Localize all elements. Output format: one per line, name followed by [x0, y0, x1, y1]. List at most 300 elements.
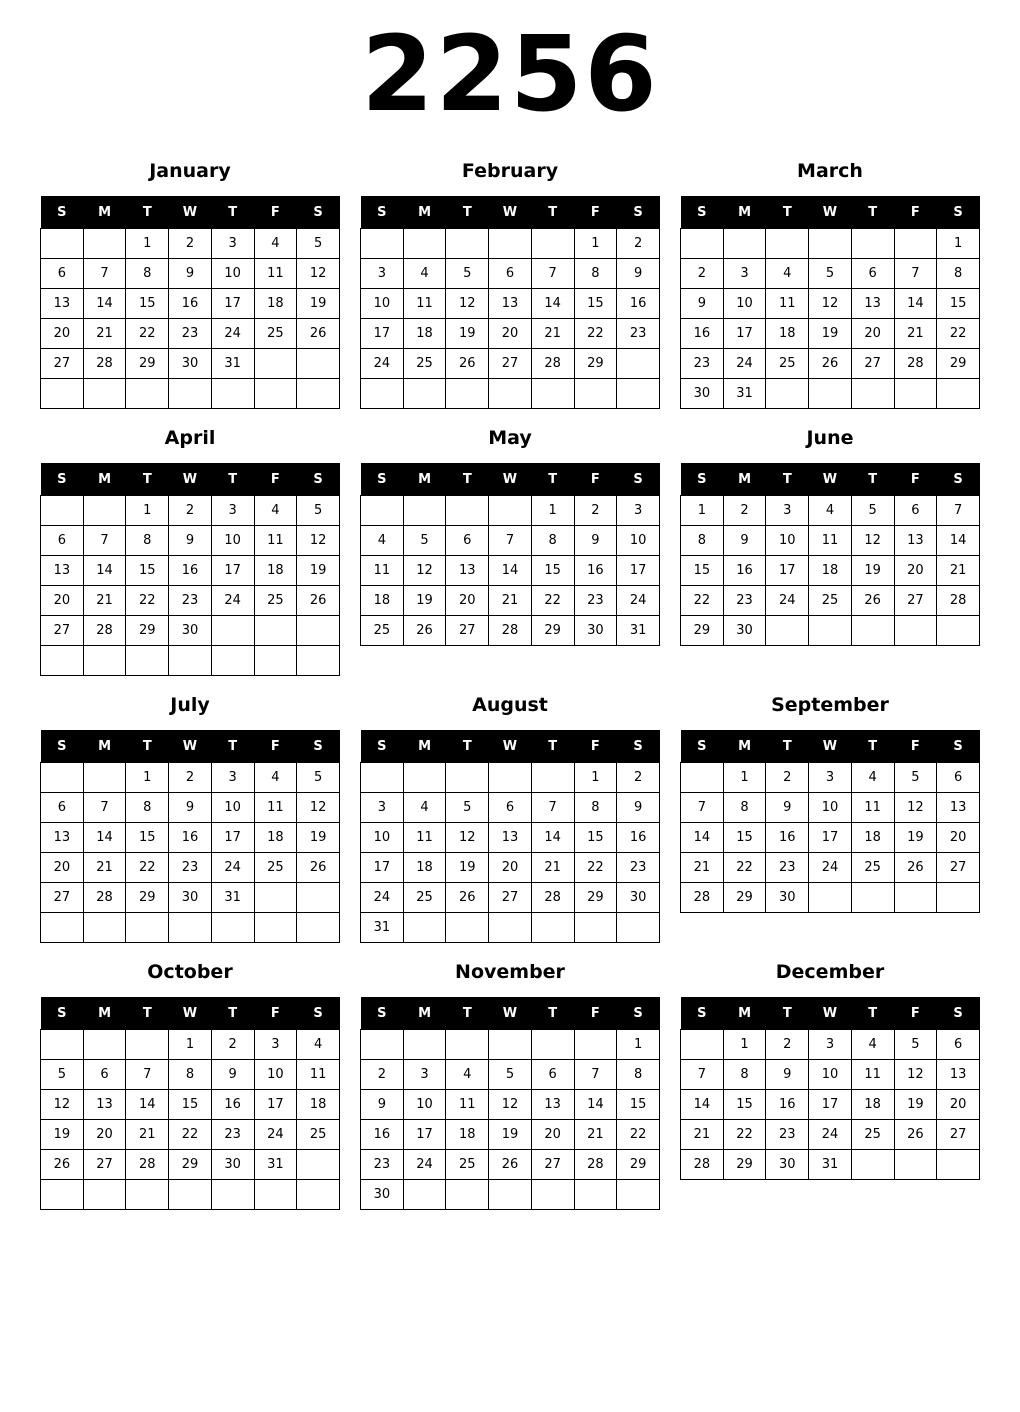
day-cell[interactable]: 16 [574, 556, 617, 586]
day-cell[interactable]: 5 [446, 259, 489, 289]
day-cell[interactable]: 1 [937, 229, 980, 259]
day-cell[interactable]: 11 [766, 289, 809, 319]
day-cell[interactable]: 24 [361, 883, 404, 913]
day-cell[interactable]: 10 [211, 793, 254, 823]
day-cell[interactable]: 7 [83, 526, 126, 556]
day-cell[interactable]: 28 [531, 349, 574, 379]
day-cell[interactable]: 14 [681, 823, 724, 853]
day-cell[interactable]: 18 [809, 556, 852, 586]
day-cell[interactable]: 19 [297, 823, 340, 853]
day-cell[interactable]: 28 [531, 883, 574, 913]
day-cell[interactable]: 16 [723, 556, 766, 586]
day-cell[interactable]: 17 [211, 289, 254, 319]
day-cell[interactable]: 29 [723, 883, 766, 913]
day-cell[interactable]: 9 [617, 793, 660, 823]
day-cell[interactable]: 24 [254, 1120, 297, 1150]
day-cell[interactable]: 23 [766, 1120, 809, 1150]
day-cell[interactable]: 21 [83, 853, 126, 883]
day-cell[interactable]: 12 [894, 793, 937, 823]
day-cell[interactable]: 24 [809, 1120, 852, 1150]
day-cell[interactable]: 14 [126, 1090, 169, 1120]
day-cell[interactable]: 10 [403, 1090, 446, 1120]
day-cell[interactable]: 13 [489, 289, 532, 319]
day-cell[interactable]: 26 [809, 349, 852, 379]
day-cell[interactable]: 14 [83, 289, 126, 319]
day-cell[interactable]: 30 [169, 349, 212, 379]
day-cell[interactable]: 13 [937, 793, 980, 823]
day-cell[interactable]: 1 [126, 763, 169, 793]
day-cell[interactable]: 28 [83, 883, 126, 913]
day-cell[interactable]: 13 [531, 1090, 574, 1120]
day-cell[interactable]: 30 [766, 883, 809, 913]
day-cell[interactable]: 10 [211, 259, 254, 289]
day-cell[interactable]: 15 [617, 1090, 660, 1120]
day-cell[interactable]: 18 [254, 289, 297, 319]
day-cell[interactable]: 19 [446, 319, 489, 349]
day-cell[interactable]: 29 [617, 1150, 660, 1180]
day-cell[interactable]: 14 [894, 289, 937, 319]
day-cell[interactable]: 5 [297, 763, 340, 793]
day-cell[interactable]: 8 [937, 259, 980, 289]
day-cell[interactable]: 4 [809, 496, 852, 526]
day-cell[interactable]: 8 [574, 793, 617, 823]
day-cell[interactable]: 2 [169, 496, 212, 526]
day-cell[interactable]: 3 [361, 793, 404, 823]
day-cell[interactable]: 1 [723, 1030, 766, 1060]
day-cell[interactable]: 11 [851, 1060, 894, 1090]
day-cell[interactable]: 17 [809, 1090, 852, 1120]
day-cell[interactable]: 23 [617, 853, 660, 883]
day-cell[interactable]: 13 [489, 823, 532, 853]
day-cell[interactable]: 16 [169, 823, 212, 853]
day-cell[interactable]: 13 [937, 1060, 980, 1090]
day-cell[interactable]: 22 [617, 1120, 660, 1150]
day-cell[interactable]: 11 [809, 526, 852, 556]
day-cell[interactable]: 29 [723, 1150, 766, 1180]
day-cell[interactable]: 19 [851, 556, 894, 586]
day-cell[interactable]: 2 [169, 229, 212, 259]
day-cell[interactable]: 20 [531, 1120, 574, 1150]
day-cell[interactable]: 2 [361, 1060, 404, 1090]
day-cell[interactable]: 9 [766, 1060, 809, 1090]
day-cell[interactable]: 12 [297, 259, 340, 289]
day-cell[interactable]: 5 [489, 1060, 532, 1090]
day-cell[interactable]: 20 [489, 319, 532, 349]
day-cell[interactable]: 9 [723, 526, 766, 556]
day-cell[interactable]: 28 [894, 349, 937, 379]
day-cell[interactable]: 10 [617, 526, 660, 556]
day-cell[interactable]: 27 [489, 883, 532, 913]
day-cell[interactable]: 24 [723, 349, 766, 379]
day-cell[interactable]: 10 [211, 526, 254, 556]
day-cell[interactable]: 16 [169, 556, 212, 586]
day-cell[interactable]: 5 [894, 763, 937, 793]
day-cell[interactable]: 15 [126, 556, 169, 586]
day-cell[interactable]: 8 [574, 259, 617, 289]
day-cell[interactable]: 29 [681, 616, 724, 646]
day-cell[interactable]: 29 [574, 349, 617, 379]
day-cell[interactable]: 27 [41, 883, 84, 913]
day-cell[interactable]: 23 [169, 853, 212, 883]
day-cell[interactable]: 12 [446, 289, 489, 319]
day-cell[interactable]: 2 [574, 496, 617, 526]
day-cell[interactable]: 24 [809, 853, 852, 883]
day-cell[interactable]: 25 [403, 883, 446, 913]
day-cell[interactable]: 15 [723, 1090, 766, 1120]
day-cell[interactable]: 28 [937, 586, 980, 616]
day-cell[interactable]: 24 [617, 586, 660, 616]
day-cell[interactable]: 15 [169, 1090, 212, 1120]
day-cell[interactable]: 18 [851, 823, 894, 853]
day-cell[interactable]: 20 [894, 556, 937, 586]
day-cell[interactable]: 1 [126, 496, 169, 526]
day-cell[interactable]: 19 [403, 586, 446, 616]
day-cell[interactable]: 17 [361, 853, 404, 883]
day-cell[interactable]: 28 [489, 616, 532, 646]
day-cell[interactable]: 8 [126, 259, 169, 289]
day-cell[interactable]: 12 [297, 526, 340, 556]
day-cell[interactable]: 16 [766, 823, 809, 853]
day-cell[interactable]: 26 [297, 586, 340, 616]
day-cell[interactable]: 18 [851, 1090, 894, 1120]
day-cell[interactable]: 27 [446, 616, 489, 646]
day-cell[interactable]: 8 [723, 793, 766, 823]
day-cell[interactable]: 23 [574, 586, 617, 616]
day-cell[interactable]: 24 [211, 586, 254, 616]
day-cell[interactable]: 19 [489, 1120, 532, 1150]
day-cell[interactable]: 31 [723, 379, 766, 409]
day-cell[interactable]: 27 [937, 1120, 980, 1150]
day-cell[interactable]: 17 [766, 556, 809, 586]
day-cell[interactable]: 24 [361, 349, 404, 379]
day-cell[interactable]: 3 [403, 1060, 446, 1090]
day-cell[interactable]: 4 [851, 763, 894, 793]
day-cell[interactable]: 13 [41, 823, 84, 853]
day-cell[interactable]: 26 [41, 1150, 84, 1180]
day-cell[interactable]: 1 [531, 496, 574, 526]
day-cell[interactable]: 22 [574, 319, 617, 349]
day-cell[interactable]: 21 [531, 853, 574, 883]
day-cell[interactable]: 8 [169, 1060, 212, 1090]
day-cell[interactable]: 17 [211, 823, 254, 853]
day-cell[interactable]: 16 [211, 1090, 254, 1120]
day-cell[interactable]: 3 [809, 1030, 852, 1060]
day-cell[interactable]: 26 [446, 349, 489, 379]
day-cell[interactable]: 22 [126, 853, 169, 883]
day-cell[interactable]: 8 [681, 526, 724, 556]
day-cell[interactable]: 9 [169, 526, 212, 556]
day-cell[interactable]: 11 [254, 259, 297, 289]
day-cell[interactable]: 6 [41, 793, 84, 823]
day-cell[interactable]: 10 [809, 793, 852, 823]
day-cell[interactable]: 20 [41, 586, 84, 616]
day-cell[interactable]: 8 [126, 793, 169, 823]
day-cell[interactable]: 3 [723, 259, 766, 289]
day-cell[interactable]: 3 [766, 496, 809, 526]
day-cell[interactable]: 30 [211, 1150, 254, 1180]
day-cell[interactable]: 18 [403, 319, 446, 349]
day-cell[interactable]: 14 [83, 556, 126, 586]
day-cell[interactable]: 7 [126, 1060, 169, 1090]
day-cell[interactable]: 23 [681, 349, 724, 379]
day-cell[interactable]: 15 [574, 289, 617, 319]
day-cell[interactable]: 7 [681, 1060, 724, 1090]
day-cell[interactable]: 15 [681, 556, 724, 586]
day-cell[interactable]: 29 [169, 1150, 212, 1180]
day-cell[interactable]: 14 [531, 289, 574, 319]
day-cell[interactable]: 3 [211, 229, 254, 259]
day-cell[interactable]: 15 [937, 289, 980, 319]
day-cell[interactable]: 19 [894, 823, 937, 853]
day-cell[interactable]: 27 [83, 1150, 126, 1180]
day-cell[interactable]: 14 [83, 823, 126, 853]
day-cell[interactable]: 5 [446, 793, 489, 823]
day-cell[interactable]: 11 [254, 526, 297, 556]
day-cell[interactable]: 25 [446, 1150, 489, 1180]
day-cell[interactable]: 16 [617, 823, 660, 853]
day-cell[interactable]: 28 [574, 1150, 617, 1180]
day-cell[interactable]: 25 [254, 319, 297, 349]
day-cell[interactable]: 1 [169, 1030, 212, 1060]
day-cell[interactable]: 23 [169, 319, 212, 349]
day-cell[interactable]: 26 [851, 586, 894, 616]
day-cell[interactable]: 27 [894, 586, 937, 616]
day-cell[interactable]: 14 [937, 526, 980, 556]
day-cell[interactable]: 7 [894, 259, 937, 289]
day-cell[interactable]: 17 [361, 319, 404, 349]
day-cell[interactable]: 10 [361, 289, 404, 319]
day-cell[interactable]: 17 [723, 319, 766, 349]
day-cell[interactable]: 22 [126, 586, 169, 616]
day-cell[interactable]: 23 [617, 319, 660, 349]
day-cell[interactable]: 4 [254, 229, 297, 259]
day-cell[interactable]: 17 [617, 556, 660, 586]
day-cell[interactable]: 26 [489, 1150, 532, 1180]
day-cell[interactable]: 15 [126, 823, 169, 853]
day-cell[interactable]: 14 [681, 1090, 724, 1120]
day-cell[interactable]: 14 [531, 823, 574, 853]
day-cell[interactable]: 29 [126, 883, 169, 913]
day-cell[interactable]: 8 [531, 526, 574, 556]
day-cell[interactable]: 6 [41, 526, 84, 556]
day-cell[interactable]: 7 [574, 1060, 617, 1090]
day-cell[interactable]: 25 [254, 853, 297, 883]
day-cell[interactable]: 15 [723, 823, 766, 853]
day-cell[interactable]: 20 [851, 319, 894, 349]
day-cell[interactable]: 9 [169, 793, 212, 823]
day-cell[interactable]: 11 [254, 793, 297, 823]
day-cell[interactable]: 26 [894, 853, 937, 883]
day-cell[interactable]: 8 [126, 526, 169, 556]
day-cell[interactable]: 21 [574, 1120, 617, 1150]
day-cell[interactable]: 15 [531, 556, 574, 586]
day-cell[interactable]: 22 [681, 586, 724, 616]
day-cell[interactable]: 30 [169, 883, 212, 913]
day-cell[interactable]: 24 [211, 853, 254, 883]
day-cell[interactable]: 19 [446, 853, 489, 883]
day-cell[interactable]: 22 [531, 586, 574, 616]
day-cell[interactable]: 12 [297, 793, 340, 823]
day-cell[interactable]: 7 [681, 793, 724, 823]
day-cell[interactable]: 30 [617, 883, 660, 913]
day-cell[interactable]: 5 [851, 496, 894, 526]
day-cell[interactable]: 20 [937, 823, 980, 853]
day-cell[interactable]: 5 [403, 526, 446, 556]
day-cell[interactable]: 19 [894, 1090, 937, 1120]
day-cell[interactable]: 3 [211, 496, 254, 526]
day-cell[interactable]: 9 [766, 793, 809, 823]
day-cell[interactable]: 6 [894, 496, 937, 526]
day-cell[interactable]: 13 [446, 556, 489, 586]
day-cell[interactable]: 29 [126, 349, 169, 379]
day-cell[interactable]: 23 [361, 1150, 404, 1180]
day-cell[interactable]: 30 [169, 616, 212, 646]
day-cell[interactable]: 5 [894, 1030, 937, 1060]
day-cell[interactable]: 20 [83, 1120, 126, 1150]
day-cell[interactable]: 8 [723, 1060, 766, 1090]
day-cell[interactable]: 18 [766, 319, 809, 349]
day-cell[interactable]: 9 [361, 1090, 404, 1120]
day-cell[interactable]: 23 [723, 586, 766, 616]
day-cell[interactable]: 9 [681, 289, 724, 319]
day-cell[interactable]: 12 [446, 823, 489, 853]
day-cell[interactable]: 27 [41, 616, 84, 646]
day-cell[interactable]: 14 [574, 1090, 617, 1120]
day-cell[interactable]: 9 [617, 259, 660, 289]
day-cell[interactable]: 22 [169, 1120, 212, 1150]
day-cell[interactable]: 29 [937, 349, 980, 379]
day-cell[interactable]: 10 [361, 823, 404, 853]
day-cell[interactable]: 9 [574, 526, 617, 556]
day-cell[interactable]: 10 [809, 1060, 852, 1090]
day-cell[interactable]: 4 [766, 259, 809, 289]
day-cell[interactable]: 20 [446, 586, 489, 616]
day-cell[interactable]: 26 [894, 1120, 937, 1150]
day-cell[interactable]: 9 [169, 259, 212, 289]
day-cell[interactable]: 18 [403, 853, 446, 883]
day-cell[interactable]: 11 [403, 289, 446, 319]
day-cell[interactable]: 4 [851, 1030, 894, 1060]
day-cell[interactable]: 2 [617, 763, 660, 793]
day-cell[interactable]: 2 [681, 259, 724, 289]
day-cell[interactable]: 19 [297, 556, 340, 586]
day-cell[interactable]: 17 [809, 823, 852, 853]
day-cell[interactable]: 6 [489, 259, 532, 289]
day-cell[interactable]: 6 [83, 1060, 126, 1090]
day-cell[interactable]: 28 [681, 883, 724, 913]
day-cell[interactable]: 28 [83, 349, 126, 379]
day-cell[interactable]: 7 [531, 793, 574, 823]
day-cell[interactable]: 19 [297, 289, 340, 319]
day-cell[interactable]: 6 [41, 259, 84, 289]
day-cell[interactable]: 15 [574, 823, 617, 853]
day-cell[interactable]: 1 [574, 763, 617, 793]
day-cell[interactable]: 6 [446, 526, 489, 556]
day-cell[interactable]: 29 [126, 616, 169, 646]
day-cell[interactable]: 4 [297, 1030, 340, 1060]
day-cell[interactable]: 25 [851, 853, 894, 883]
day-cell[interactable]: 12 [809, 289, 852, 319]
day-cell[interactable]: 31 [211, 883, 254, 913]
day-cell[interactable]: 17 [403, 1120, 446, 1150]
day-cell[interactable]: 5 [297, 229, 340, 259]
day-cell[interactable]: 4 [403, 259, 446, 289]
day-cell[interactable]: 7 [937, 496, 980, 526]
day-cell[interactable]: 22 [937, 319, 980, 349]
day-cell[interactable]: 16 [681, 319, 724, 349]
day-cell[interactable]: 17 [254, 1090, 297, 1120]
day-cell[interactable]: 2 [617, 229, 660, 259]
day-cell[interactable]: 3 [361, 259, 404, 289]
day-cell[interactable]: 31 [254, 1150, 297, 1180]
day-cell[interactable]: 3 [211, 763, 254, 793]
day-cell[interactable]: 25 [809, 586, 852, 616]
day-cell[interactable]: 3 [809, 763, 852, 793]
day-cell[interactable]: 11 [446, 1090, 489, 1120]
day-cell[interactable]: 17 [211, 556, 254, 586]
day-cell[interactable]: 30 [766, 1150, 809, 1180]
day-cell[interactable]: 20 [489, 853, 532, 883]
day-cell[interactable]: 31 [211, 349, 254, 379]
day-cell[interactable]: 1 [126, 229, 169, 259]
day-cell[interactable]: 13 [83, 1090, 126, 1120]
day-cell[interactable]: 2 [766, 1030, 809, 1060]
day-cell[interactable]: 13 [41, 556, 84, 586]
day-cell[interactable]: 2 [766, 763, 809, 793]
day-cell[interactable]: 21 [83, 319, 126, 349]
day-cell[interactable]: 25 [766, 349, 809, 379]
day-cell[interactable]: 22 [723, 853, 766, 883]
day-cell[interactable]: 11 [403, 823, 446, 853]
day-cell[interactable]: 26 [446, 883, 489, 913]
day-cell[interactable]: 4 [254, 496, 297, 526]
day-cell[interactable]: 5 [41, 1060, 84, 1090]
day-cell[interactable]: 10 [723, 289, 766, 319]
day-cell[interactable]: 1 [723, 763, 766, 793]
day-cell[interactable]: 3 [254, 1030, 297, 1060]
day-cell[interactable]: 11 [297, 1060, 340, 1090]
day-cell[interactable]: 27 [937, 853, 980, 883]
day-cell[interactable]: 21 [489, 586, 532, 616]
day-cell[interactable]: 15 [126, 289, 169, 319]
day-cell[interactable]: 2 [211, 1030, 254, 1060]
day-cell[interactable]: 10 [766, 526, 809, 556]
day-cell[interactable]: 21 [894, 319, 937, 349]
day-cell[interactable]: 24 [211, 319, 254, 349]
day-cell[interactable]: 20 [41, 853, 84, 883]
day-cell[interactable]: 18 [254, 556, 297, 586]
day-cell[interactable]: 21 [531, 319, 574, 349]
day-cell[interactable]: 30 [723, 616, 766, 646]
day-cell[interactable]: 22 [126, 319, 169, 349]
day-cell[interactable]: 28 [126, 1150, 169, 1180]
day-cell[interactable]: 6 [531, 1060, 574, 1090]
day-cell[interactable]: 16 [169, 289, 212, 319]
day-cell[interactable]: 27 [41, 349, 84, 379]
day-cell[interactable]: 25 [297, 1120, 340, 1150]
day-cell[interactable]: 29 [574, 883, 617, 913]
day-cell[interactable]: 4 [254, 763, 297, 793]
day-cell[interactable]: 16 [617, 289, 660, 319]
day-cell[interactable]: 5 [297, 496, 340, 526]
day-cell[interactable]: 8 [617, 1060, 660, 1090]
day-cell[interactable]: 26 [297, 319, 340, 349]
day-cell[interactable]: 7 [83, 259, 126, 289]
day-cell[interactable]: 19 [809, 319, 852, 349]
day-cell[interactable]: 6 [937, 763, 980, 793]
day-cell[interactable]: 18 [361, 586, 404, 616]
day-cell[interactable]: 21 [83, 586, 126, 616]
